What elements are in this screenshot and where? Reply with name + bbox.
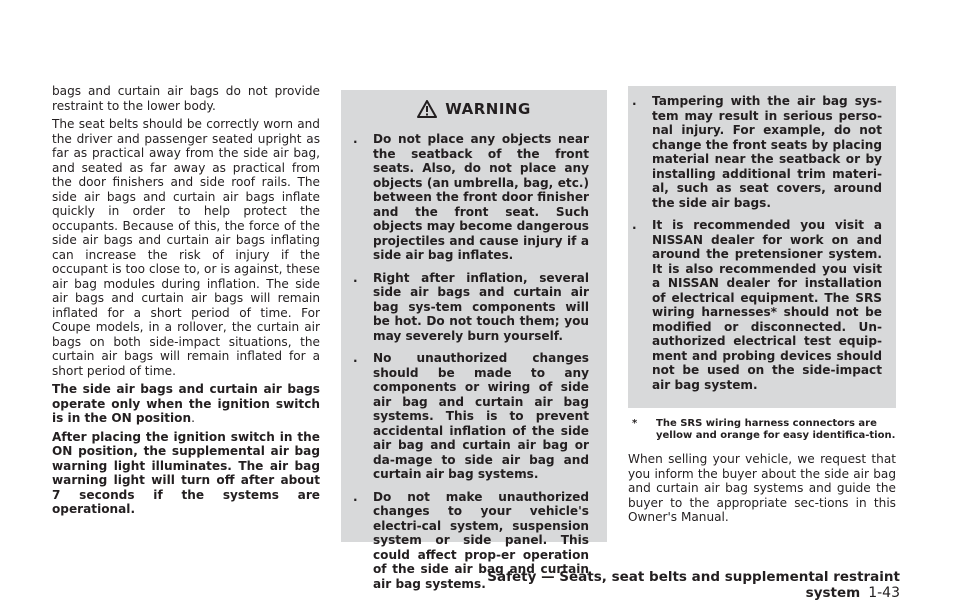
footnote-mark: * [632, 418, 638, 429]
text-column-left [52, 84, 320, 517]
list-item [353, 351, 589, 482]
bold-text: The side air bags and curtain air bags operate only when the ignition switch is in the ON position [52, 382, 320, 425]
warning-triangle-icon [417, 100, 437, 118]
warning-list [341, 128, 607, 591]
bullet: . [353, 270, 358, 285]
bullet: . [632, 218, 637, 232]
page-footer [450, 569, 900, 601]
period-text: . [191, 411, 195, 425]
warning-header [341, 90, 607, 128]
warning-box-continued [628, 86, 896, 408]
warning-text: Do not make unauthorized changes to your vehicle's electri-cal system, suspension system or side panel. This could affect prop-er operation of the side air bag and curtain air bag systems. [373, 489, 589, 591]
warning-text: Right after inflation, several side air bags and curtain air bag sys-tem components will be hot. Do not touch them; you may severely burn yourself. [373, 270, 589, 343]
page-number: 1-43 [868, 585, 900, 601]
footnote-text: The SRS wiring harness connectors are yellow and orange for easy identifica-tion. [656, 418, 896, 441]
warning-text: It is recommended you visit a NISSAN dealer for work on and around the pretensioner system. It is also recommended you visit a NISSAN dealer for installation of electrical equipment. The SRS wiring harnesses* should not be modified or disconnected. Un-authorized electrical test equip-ment and probing devices should not be used on the side-impact air bag system. [652, 218, 882, 392]
paragraph: When selling your vehicle, we request that you inform the buyer about the side air bag and curtain air bag systems and guide the buyer to the appropriate sec-tions in this Owner's Manual. [628, 452, 896, 524]
list-item [632, 218, 882, 392]
warning-title: WARNING [445, 100, 531, 118]
paragraph: The seat belts should be correctly worn and the driver and passenger seated upright as far as practical away from the side air bag, and seated as far away as practical from the door finishers and side roof rails. The side air bags and curtain air bags inflate quickly in order to help protect the occupants. Because of this, the force of the side air bags and curtain air bags inflating can increase the risk of injury if the occupant is too close to, or is against, these air bag modules during inflation. The side air bags and curtain air bags will remain inflated for a short period of time. For Coupe models, in a rollover, the curtain air bags on both side-impact situations, the curtain air bags will remain inflated for a short period of time. [52, 117, 320, 378]
bullet: . [353, 132, 358, 146]
section-title: Safety — Seats, seat belts and supplemental restraint system [487, 569, 900, 601]
list-item [353, 132, 589, 263]
bullet: . [632, 94, 637, 108]
bullet: . [353, 351, 358, 365]
warning-text: No unauthorized changes should be made to any components or wiring of side air bag and curtain air bag systems. This is to prevent accidental inflation of the side air bag and curtain air bag or da-mage to side air bag and curtain air bag systems. [373, 351, 589, 481]
warning-text: Do not place any objects near the seatback of the front seats. Also, do not place any objects (an umbrella, bag, etc.) between the front door finisher and the front seat. Such objects may become dangerous projectiles and cause injury if a side air bag inflates. [373, 132, 589, 262]
paragraph [52, 382, 320, 426]
list-item [632, 94, 882, 210]
footnote [628, 418, 896, 442]
list-item [353, 271, 589, 344]
warning-text: Tampering with the air bag sys-tem may result in serious perso-nal injury. For example, do not change the front seats by placing material near the seatback or by installing additional trim materi-al, such as seat covers, around the side air bags. [652, 94, 882, 210]
paragraph: bags and curtain air bags do not provide restraint to the lower body. [52, 84, 320, 113]
bullet: . [353, 489, 358, 504]
warning-box [341, 90, 607, 591]
paragraph: After placing the ignition switch in the ON position, the supplemental air bag warning light illuminates. The air bag warning light will turn off after about 7 seconds if the systems are operational. [52, 429, 320, 516]
text-column-right [628, 84, 896, 525]
